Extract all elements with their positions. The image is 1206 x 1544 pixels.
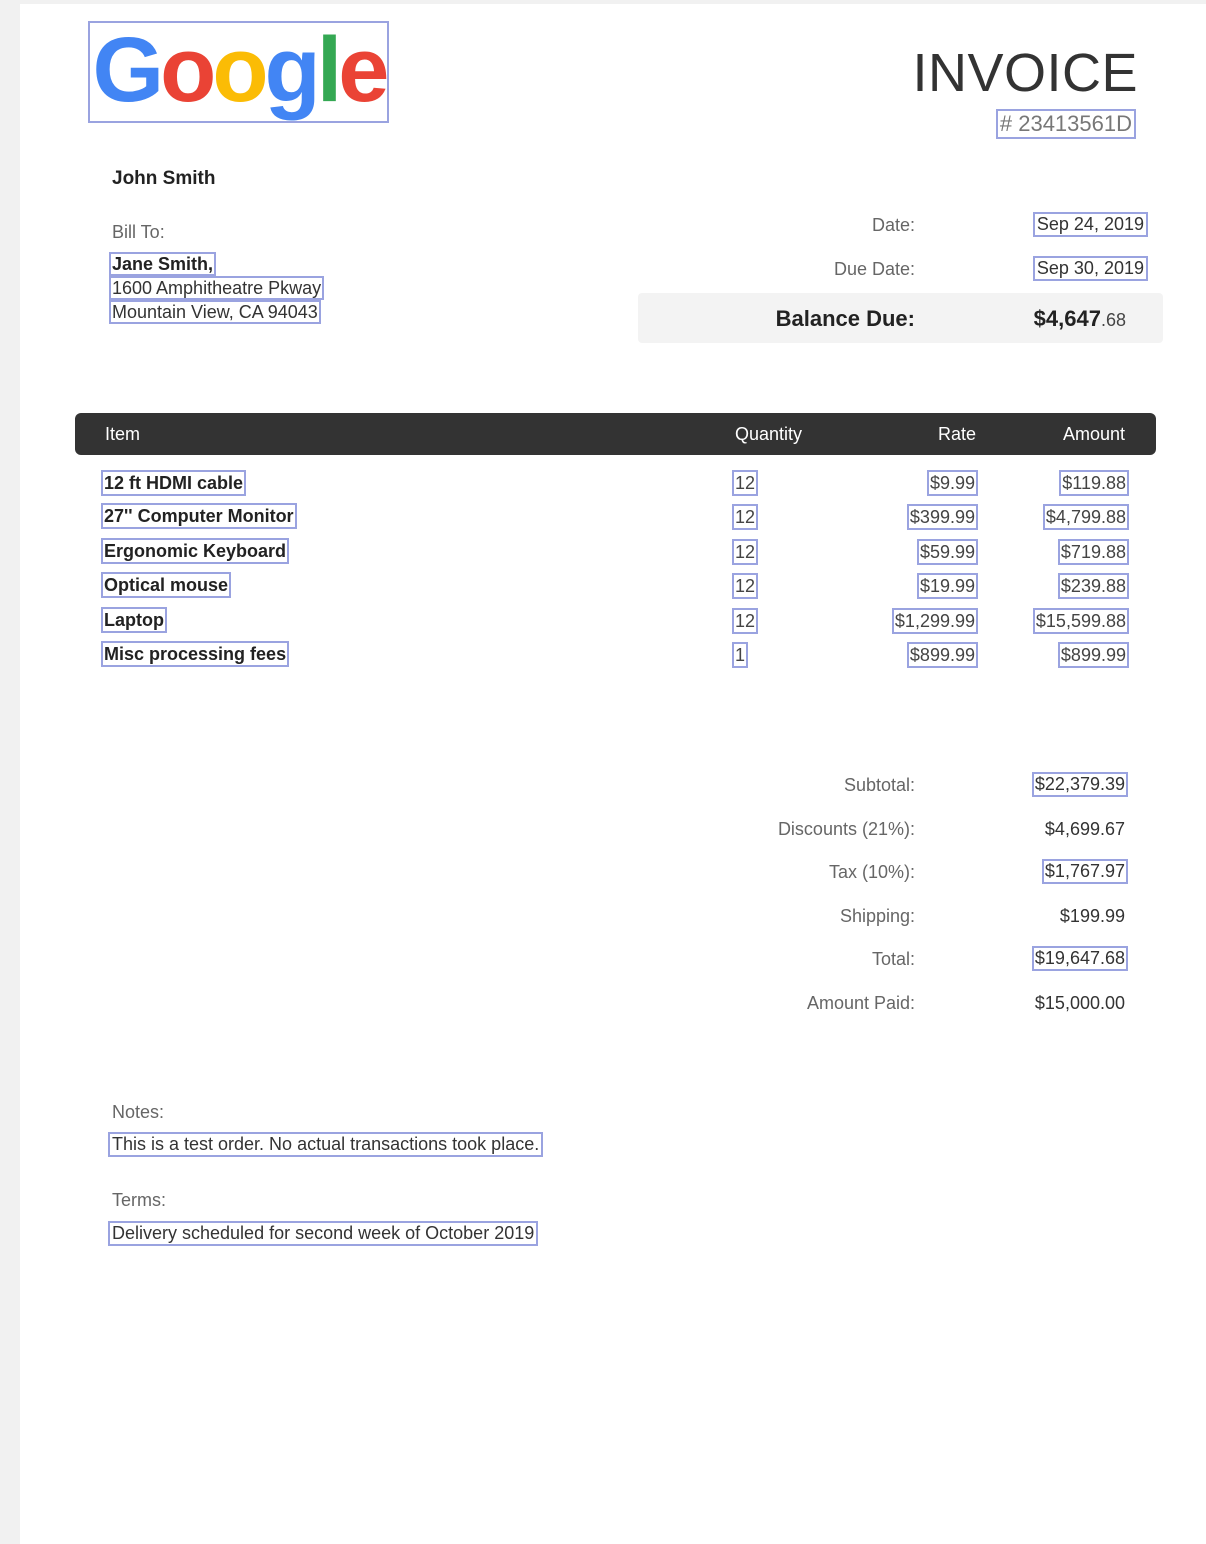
tax-label: Tax (10%): [828, 862, 915, 882]
tax-value: $1,767.97 [1044, 861, 1125, 881]
item-amount: $899.99 [1060, 645, 1126, 665]
item-quantity: 12 [735, 473, 756, 493]
bill-to-label: Bill To: [112, 222, 165, 242]
item-rate: $59.99 [919, 542, 975, 562]
item-rate: $9.99 [929, 473, 975, 493]
discounts-label: Discounts (21%): [777, 819, 915, 839]
item-name: Ergonomic Keyboard [104, 541, 287, 561]
item-amount: $119.88 [1062, 473, 1126, 493]
svg-text:Google [92, 23, 386, 121]
invoice-page [20, 4, 1206, 1544]
date-value: Sep 24, 2019 [1036, 214, 1144, 234]
bill-to-name: Jane Smith, [112, 254, 214, 274]
sender-name: John Smith [112, 168, 216, 189]
item-name: 27'' Computer Monitor [104, 506, 294, 526]
shipping-label: Shipping: [839, 906, 915, 926]
balance-due-label: Balance Due: [775, 306, 915, 331]
invoice-title: INVOICE [912, 43, 1138, 103]
balance-due-box [638, 293, 1163, 343]
column-header-rate: Rate [937, 424, 976, 444]
subtotal-value: $22,379.39 [1034, 774, 1125, 794]
discounts-value: $4,699.67 [1044, 819, 1125, 839]
terms-label: Terms: [112, 1190, 166, 1210]
total-label: Total: [871, 949, 915, 969]
logo-letter: g [264, 23, 317, 121]
item-name: Misc processing fees [104, 644, 287, 664]
item-name: Laptop [104, 610, 164, 630]
logo-letter: o [159, 23, 212, 121]
item-amount: $15,599.88 [1035, 611, 1126, 631]
item-rate: $19.99 [919, 576, 975, 596]
logo-letter: G [92, 23, 160, 121]
google-logo [88, 21, 389, 123]
item-rate: $1,299.99 [894, 611, 975, 631]
amount-paid-label: Amount Paid: [806, 993, 915, 1013]
invoice-number: # 23413561D [999, 111, 1132, 136]
column-header-item: Item [105, 424, 141, 444]
item-quantity: 12 [735, 542, 756, 562]
terms-text: Delivery scheduled for second week of October 2019 [112, 1223, 535, 1243]
total-value: $19,647.68 [1034, 948, 1125, 968]
item-quantity: 1 [735, 645, 746, 665]
bill-to-address-line1: 1600 Amphitheatre Pkway [112, 278, 322, 298]
subtotal-label: Subtotal: [843, 775, 915, 795]
logo-letter: l [316, 23, 338, 121]
date-label: Date: [871, 215, 915, 235]
item-quantity: 12 [735, 507, 756, 527]
item-name: 12 ft HDMI cable [104, 473, 244, 493]
google-logo-svg [91, 23, 387, 121]
column-header-quantity: Quantity [735, 424, 803, 444]
item-rate: $399.99 [909, 507, 975, 527]
logo-letter: o [211, 23, 265, 121]
notes-label: Notes: [112, 1102, 165, 1122]
balance-due-value [1034, 306, 1126, 332]
balance-due-main: $4,647 [1033, 306, 1101, 331]
item-amount: $239.88 [1060, 576, 1126, 596]
column-header-amount: Amount [1062, 424, 1125, 444]
bill-to-address-line2: Mountain View, CA 94043 [112, 302, 318, 322]
logo-letter: e [337, 23, 385, 121]
items-table-header [75, 413, 1156, 455]
notes-text: This is a test order. No actual transactions took place. [112, 1134, 540, 1154]
item-amount: $719.88 [1060, 542, 1126, 562]
item-name: Optical mouse [104, 575, 229, 595]
item-amount: $4,799.88 [1045, 507, 1126, 527]
shipping-value: $199.99 [1059, 906, 1125, 926]
due-date-label: Due Date: [833, 259, 915, 279]
due-date-value: Sep 30, 2019 [1036, 258, 1144, 278]
item-quantity: 12 [735, 576, 756, 596]
amount-paid-value: $15,000.00 [1034, 993, 1125, 1013]
item-rate: $899.99 [909, 645, 975, 665]
balance-due-cents: .68 [1100, 310, 1126, 330]
item-quantity: 12 [735, 611, 756, 631]
